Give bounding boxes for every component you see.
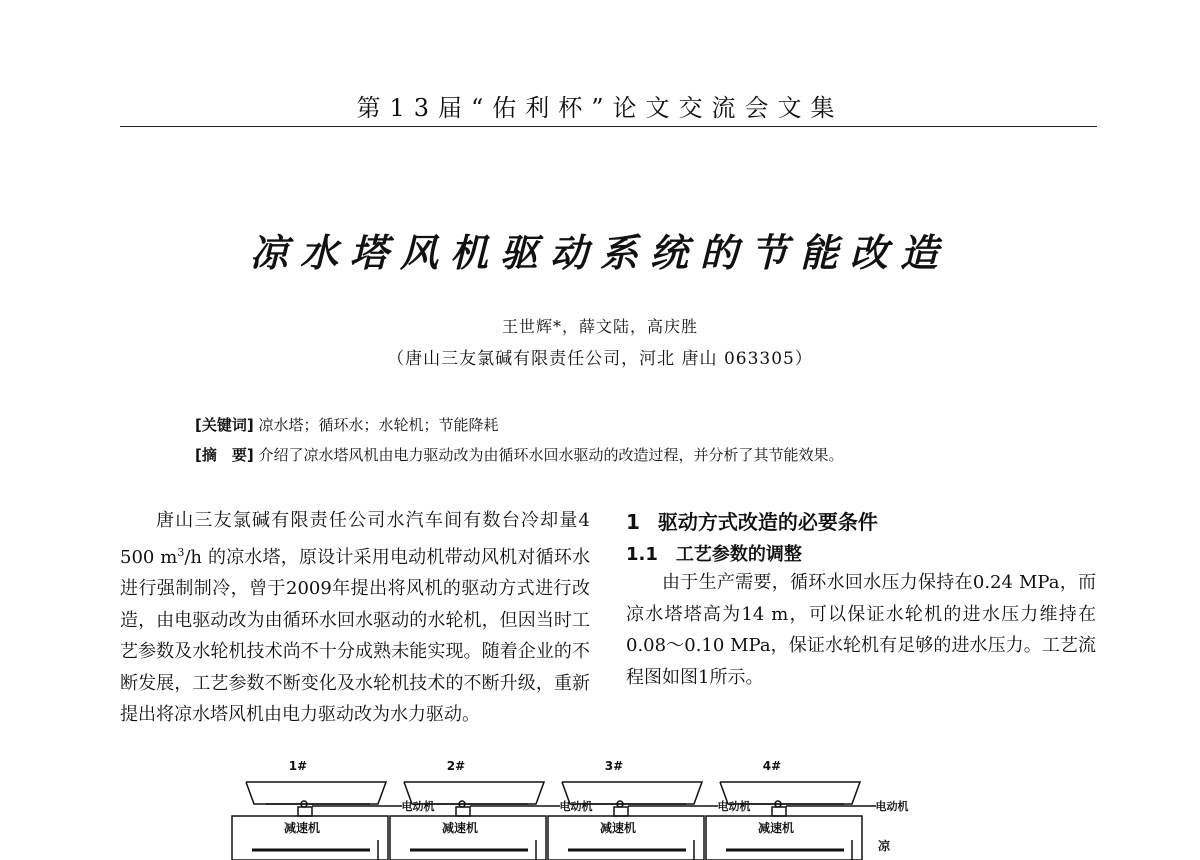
keywords-line (195, 414, 499, 435)
motor-label: 电动机 (401, 800, 435, 813)
section-1-heading (626, 506, 878, 535)
intro-text-b: /h 的凉水塔，原设计采用电动机带动风机对循环水进行强制制冷，曾于2009年提出将风机的驱动方式进行改造，由电驱动改为由循环水回水驱动的水轮机，但因当时工艺参数及水轮机技术尚不十分成熟未能实现。随着企业的不断发展，工艺参数不断变化及水轮机技术的不断升级，重新提出将凉水塔风机由电力驱动改为水力驱动。 (120, 546, 590, 725)
reducer-label: 减速机 (283, 821, 321, 835)
paper-authors: 王世辉*，薛文陆，高庆胜 (501, 317, 698, 336)
towers-layer (232, 759, 909, 860)
section-1-1-title: 工艺参数的调整 (675, 544, 802, 565)
abstract-label: [摘 要] (195, 446, 254, 464)
section-1-number: 1 (626, 510, 640, 534)
motor-label: 电动机 (875, 800, 909, 813)
right-column (626, 567, 1096, 693)
paper-title: 凉水塔风机驱动系统的节能改造 (249, 230, 950, 275)
paper-affiliation: （唐山三友氯碱有限责任公司，河北 唐山 063305） (387, 349, 813, 369)
abstract-line (195, 444, 844, 465)
side-label: 凉 (877, 839, 891, 853)
intro-superscript: 3 (177, 545, 185, 559)
section-1-1-heading (626, 540, 802, 566)
left-column (120, 505, 590, 731)
shaft-housing (772, 807, 786, 816)
abstract-text: 介绍了凉水塔风机由电力驱动改为由循环水回水驱动的改造过程，并分析了其节能效果。 (258, 446, 844, 464)
section-1-1-paragraph: 由于生产需要，循环水回水压力保持在0.24 MPa，而凉水塔塔高为14 m，可以保证水轮机的进水压力维持在0.08～0.10 MPa，保证水轮机有足够的进水压力。工艺流程图如图1所示。 (626, 572, 1096, 688)
reducer-label: 减速机 (441, 821, 479, 835)
reducer-label: 减速机 (757, 821, 795, 835)
keywords-text: 凉水塔；循环水；水轮机；节能降耗 (258, 416, 499, 434)
motor-label: 电动机 (559, 800, 593, 813)
process-flow-diagram (0, 750, 1200, 860)
intro-paragraph (120, 505, 590, 731)
intro-text-a: 唐山三友氯碱有限责任公司水汽车间有数台冷却量4 500 m (120, 510, 590, 568)
keywords-label: [关键词] (195, 416, 254, 434)
tower-id-label: 4# (762, 759, 782, 773)
tower-id-label: 3# (604, 759, 624, 773)
shaft-housing (614, 807, 628, 816)
motor-label: 电动机 (717, 800, 751, 813)
running-header: 第13届“佑利杯”论文交流会文集 (356, 94, 844, 122)
section-1-1-number: 1.1 (626, 544, 658, 565)
shaft-housing (298, 807, 312, 816)
reducer-label: 减速机 (599, 821, 637, 835)
fan-shroud (246, 782, 386, 804)
header-rule (120, 126, 1097, 127)
tower-id-label: 2# (446, 759, 466, 773)
tower-id-label: 1# (288, 759, 308, 773)
section-1-title: 驱动方式改造的必要条件 (657, 510, 878, 534)
shaft-housing (456, 807, 470, 816)
